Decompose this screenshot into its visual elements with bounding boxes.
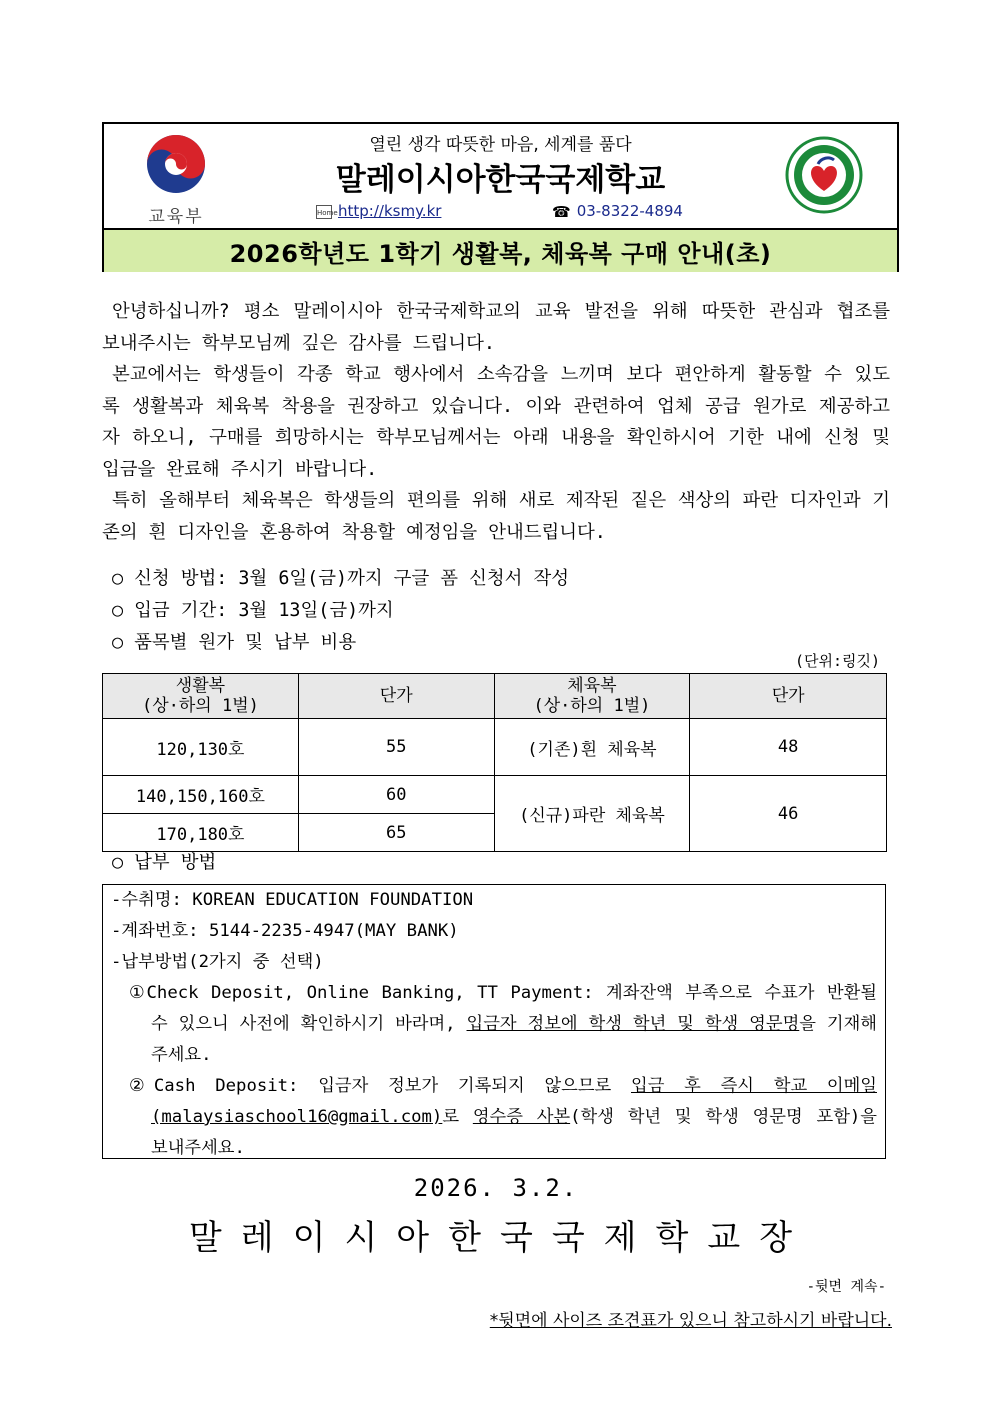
school-slogan: 열린 생각 따뜻한 마음, 세계를 품다 bbox=[369, 135, 632, 155]
footnote: *뒷면에 사이즈 조견표가 있으니 참고하시기 바랍니다. bbox=[489, 1311, 892, 1331]
intro-paragraph-3: 특히 올해부터 체육복은 학생들의 편의를 위해 새로 제작된 짙은 색상의 파란 디자인과 기존의 흰 디자인을 혼용하여 착용할 예정임을 안내드립니다. bbox=[102, 490, 890, 543]
payment-option-1 bbox=[111, 978, 877, 1071]
uniform-size: 120,130호 bbox=[103, 719, 299, 776]
pe-price: 46 bbox=[690, 776, 887, 852]
pe-price: 48 bbox=[690, 719, 887, 776]
header-pe-price: 단가 bbox=[690, 674, 887, 719]
phone-number: 03-8322-4894 bbox=[576, 202, 683, 220]
payment-option-2 bbox=[111, 1071, 877, 1164]
table-header-row bbox=[103, 674, 887, 719]
intro-paragraph-2: 본교에서는 학생들이 각종 학교 행사에서 소속감을 느끼며 보다 편안하게 활동할 수 있도록 생활복과 체육복 착용을 권장하고 있습니다. 이와 관련하여 업체 공급 원가로 제공하고자 하오니, 구매를 희망하시는 학부모님께서는 아래 내용을 확인하시어 기한 내에 신청 및 입금을 완료해 주시기 바랍니다. bbox=[102, 364, 890, 480]
letterhead-top bbox=[104, 124, 897, 228]
option-2-receipt: 영수증 사본 bbox=[472, 1107, 571, 1127]
uniform-size: 170,180호 bbox=[103, 814, 299, 852]
payee-line: -수취명: KOREAN EDUCATION FOUNDATION bbox=[111, 890, 474, 910]
unit-label: (단위:링깃) bbox=[794, 652, 880, 670]
uniform-price: 60 bbox=[298, 776, 494, 814]
school-emblem-icon bbox=[785, 136, 863, 214]
option-2-suffix: (학생 학년 및 학생 영문명 포함)을 보내주세요. bbox=[151, 1107, 877, 1158]
bullet-apply: ○ 신청 방법: 3월 6일(금)까지 구글 폼 신청서 작성 bbox=[112, 568, 570, 589]
method-line: -납부방법(2가지 중 선택) bbox=[111, 952, 324, 972]
bullet-payment: ○ 납부 방법 bbox=[112, 852, 217, 873]
price-table bbox=[102, 673, 887, 852]
uniform-price: 65 bbox=[298, 814, 494, 852]
intro-paragraph-1: 안녕하십니까? 평소 말레이시아 한국국제학교의 교육 발전을 위해 따뜻한 관심과 협조를 보내주시는 학부모님께 깊은 감사를 드립니다. bbox=[102, 301, 890, 354]
option-2-mid: 로 bbox=[442, 1107, 473, 1127]
option-1-text: ①Check Deposit, Online Banking, TT Payment: 계좌잔액 부족으로 수표가 반환될 수 있으니 사전에 확인하시기 바라며, bbox=[129, 983, 877, 1034]
phone-icon: ☎ bbox=[552, 202, 571, 221]
pe-name: (기존)흰 체육복 bbox=[494, 719, 690, 776]
header-uniform-price: 단가 bbox=[298, 674, 494, 719]
home-icon: Home bbox=[316, 205, 332, 219]
uniform-price: 55 bbox=[298, 719, 494, 776]
bullet-deposit-period: ○ 입금 기간: 3월 13일(금)까지 bbox=[112, 600, 394, 621]
school-name: 말레이시아한국국제학교 bbox=[335, 162, 666, 198]
website-contact bbox=[316, 202, 441, 220]
notice-title: 2026학년도 1학기 생활복, 체육복 구매 안내(초) bbox=[104, 228, 897, 272]
website-link[interactable]: http://ksmy.kr bbox=[338, 202, 442, 220]
option-2-email: 입금 후 즉시 학교 이메일(malaysiaschool16@gmail.com) bbox=[151, 1076, 877, 1127]
option-2-text: ②Cash Deposit: 입금자 정보가 기록되지 않으므로 bbox=[129, 1076, 631, 1096]
header-pe: 체육복 (상·하의 1벌) bbox=[494, 674, 690, 719]
table-row bbox=[103, 719, 887, 776]
option-1-emphasis: 입금자 정보에 학생 학년 및 학생 영문명 bbox=[466, 1014, 800, 1034]
principal-signature: 말레이시아한국국제학교장 bbox=[188, 1218, 812, 1258]
account-line: -계좌번호: 5144-2235-4947(MAY BANK) bbox=[111, 921, 459, 941]
pe-name: (신규)파란 체육복 bbox=[494, 776, 690, 852]
header-uniform: 생활복 (상·하의 1벌) bbox=[103, 674, 299, 719]
uniform-size: 140,150,160호 bbox=[103, 776, 299, 814]
ministry-label: 교육부 bbox=[148, 207, 204, 227]
table-row bbox=[103, 776, 887, 814]
school-logo bbox=[785, 136, 863, 214]
letterhead bbox=[102, 122, 899, 272]
document-date: 2026. 3.2. bbox=[413, 1174, 579, 1202]
continued-note: -뒷면 계속- bbox=[806, 1279, 886, 1295]
option-1-suffix: 을 기재해 주세요. bbox=[151, 1014, 877, 1065]
phone-contact bbox=[552, 202, 683, 221]
intro-text bbox=[102, 296, 890, 548]
payment-box bbox=[102, 884, 886, 1159]
bullet-items: ○ 품목별 원가 및 납부 비용 bbox=[112, 632, 357, 653]
